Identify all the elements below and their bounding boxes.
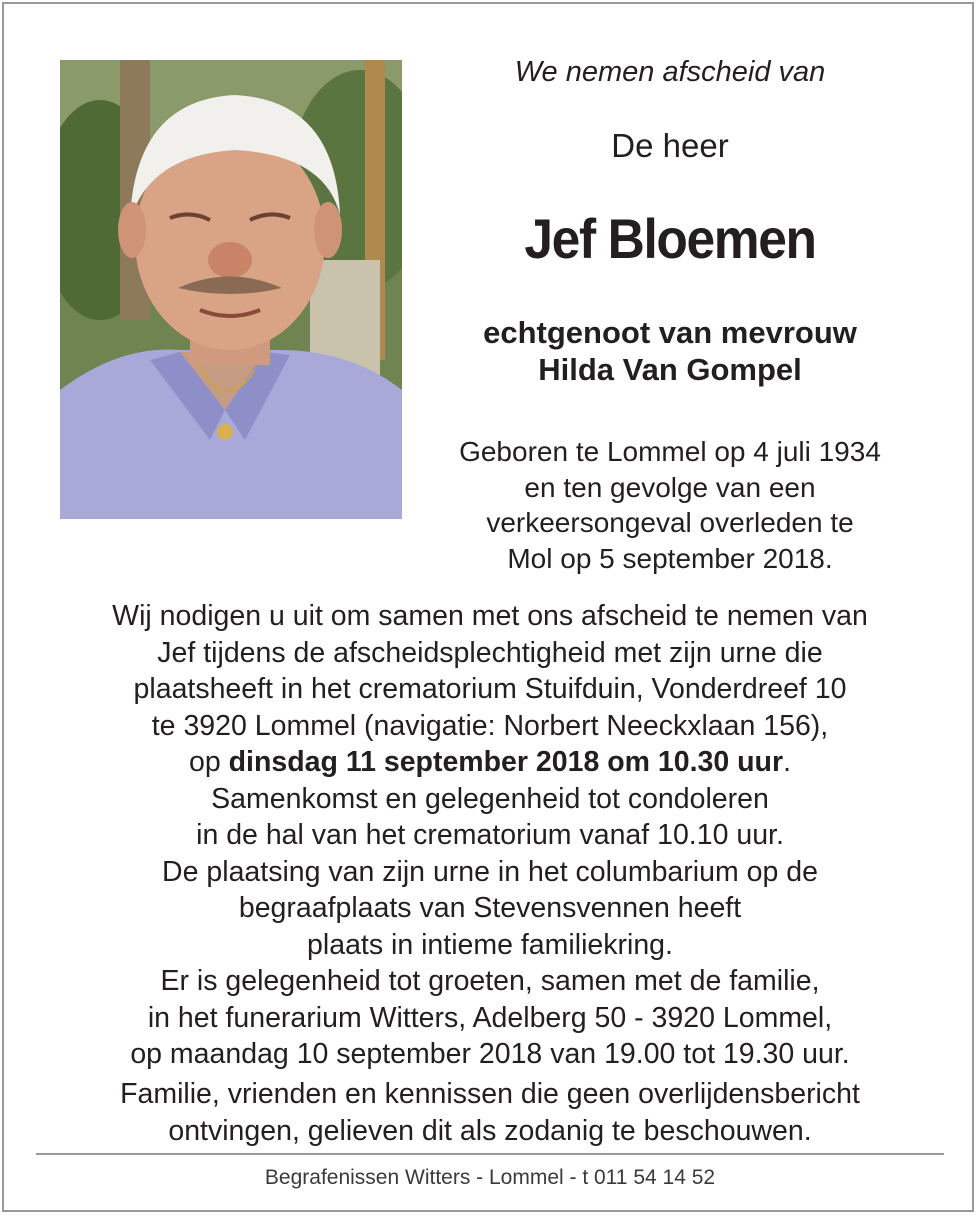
salutation: De heer xyxy=(611,127,729,164)
born-line: verkeersongeval overleden te xyxy=(486,507,854,538)
portrait-photo xyxy=(60,60,402,519)
deceased-name: Jef Bloemen xyxy=(524,207,816,270)
closing-line: Familie, vrienden en kennissen die geen overlijdensbericht xyxy=(120,1078,860,1110)
spouse-block xyxy=(430,314,910,388)
invitation-line: Er is gelegenheid tot groeten, samen met de familie, xyxy=(160,965,820,997)
invitation-line: De plaatsing van zijn urne in het columbarium op de xyxy=(162,855,818,888)
spouse-line: echtgenoot van mevrouw xyxy=(483,315,857,350)
intro-text: We nemen afscheid van xyxy=(514,56,826,88)
footer-divider xyxy=(36,1153,944,1155)
invitation-line: in de hal van het crematorium vanaf 10.10 uur. xyxy=(196,819,784,851)
date-prefix: op xyxy=(189,746,229,778)
invitation-line: op maandag 10 september 2018 van 19.00 tot 19.30 uur. xyxy=(130,1038,850,1070)
born-line: en ten gevolge van een xyxy=(524,471,816,503)
invitation-line: in het funerarium Witters, Adelberg 50 - 3920 Lommel, xyxy=(147,1001,833,1034)
invitation-line: plaats in intieme familiekring. xyxy=(307,928,673,961)
invitation-line: plaatsheeft in het crematorium Stuifduin, Vonderdreef 10 xyxy=(133,673,847,705)
born-line: Mol op 5 september 2018. xyxy=(507,542,833,574)
funeral-home-footer: Begrafenissen Witters - Lommel - t 011 54 14 52 xyxy=(264,1166,716,1189)
invitation-line: begraafplaats van Stevensvennen heeft xyxy=(238,892,742,924)
spouse-name: Hilda Van Gompel xyxy=(538,352,802,387)
ceremony-date: dinsdag 11 september 2018 om 10.30 uur xyxy=(228,746,784,778)
invitation-block xyxy=(40,598,940,1073)
invitation-line: Jef tijdens de afscheidsplechtigheid met zijn urne die xyxy=(157,636,823,669)
closing-line: ontvingen, gelieven dit als zodanig te beschouwen. xyxy=(168,1114,812,1147)
invitation-line: Wij nodigen u uit om samen met ons afscheid te nemen van xyxy=(112,600,868,632)
ceremony-date-line xyxy=(40,744,940,781)
born-line: Geboren te Lommel op 4 juli 1934 xyxy=(459,436,881,467)
birth-death-block xyxy=(430,434,910,576)
closing-block xyxy=(40,1076,940,1149)
invitation-line: te 3920 Lommel (navigatie: Norbert Neeckxlaan 156), xyxy=(151,709,829,742)
invitation-line: Samenkomst en gelegenheid tot condoleren xyxy=(211,782,769,815)
date-suffix: . xyxy=(783,746,791,778)
